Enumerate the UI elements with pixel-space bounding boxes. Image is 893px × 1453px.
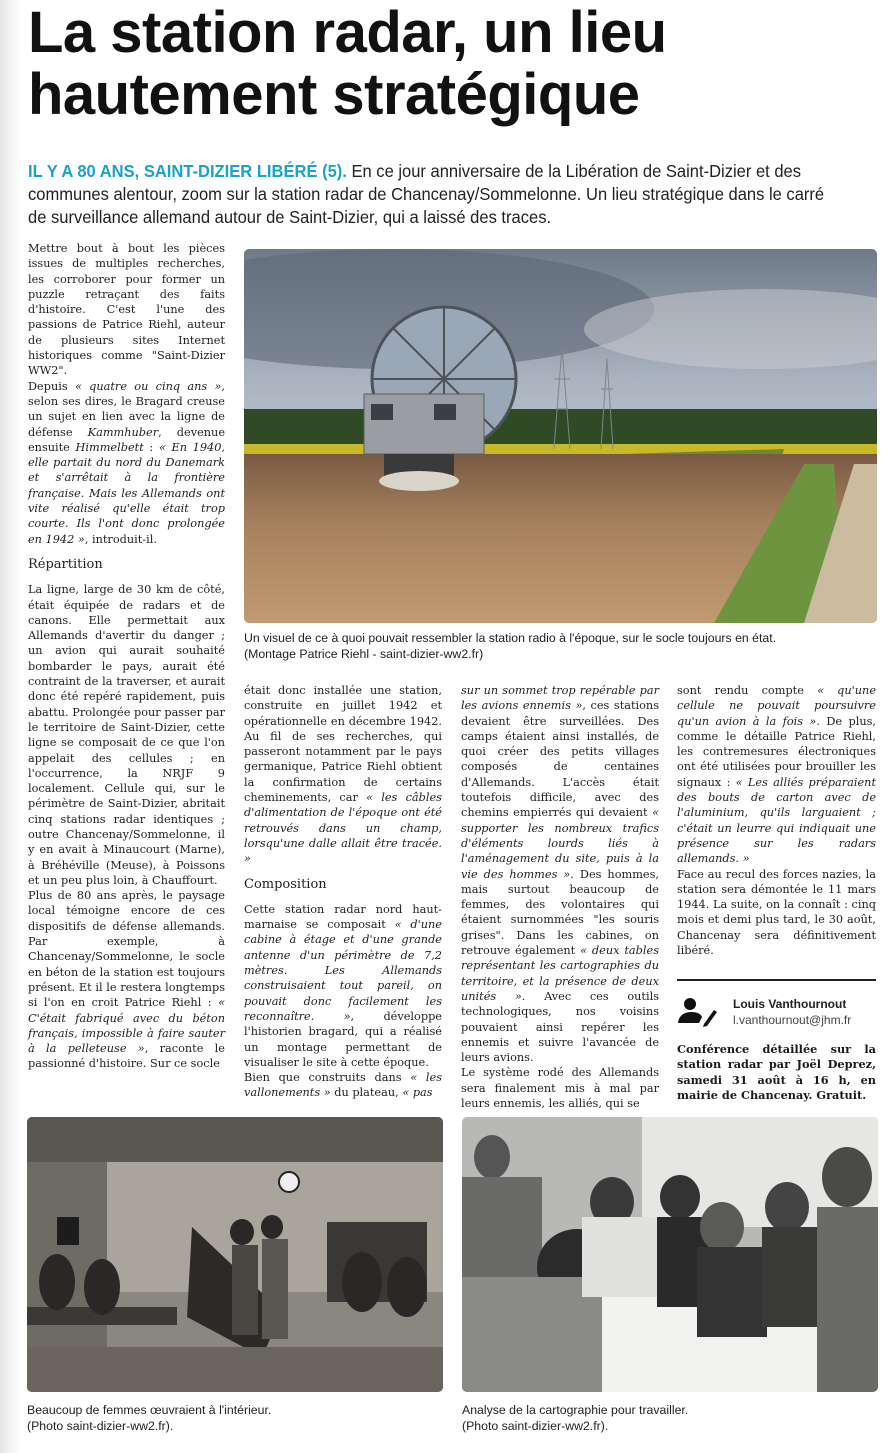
paragraph: Bien que construits dans « les vallonements » du plateau, « pas [244, 1071, 442, 1100]
paragraph: La ligne, large de 30 km de côté, était équipée de radars et de canons. Elle permettait aux Allemands d'avertir du danger ; un avion qui aurait souhaité bombarder le pays, aurait été contraint de la traverser, et aurait donc été repéré rapidement, puis abattu. Prolongée pour passer par le territoire de Saint-Dizier, cette ligne se composait de ce que l'on appelait des cellules ; en l'occurrence, la NRJF 9 localement. Cellule qui, sur le périmètre de Saint-Dizier, abritait cinq stations radar identiques ; outre Chancenay/Sommelonne, il y en avait à Minaucourt (Marne), à Bréhéville (Meuse), à Poissons et un peu plus loin, à Chauffourt. [28, 583, 225, 887]
paragraph: était donc installée une station, construite en juillet 1942 et opérationnelle en décembre 1942. Au fil de ses recherches, qui passeront notamment par le pays germanique, Patrice Riehl obtient la confirmation de certains cheminements, car « les câbles d'alimentation de l'époque ont été retrouvés dans un champ, lorsqu'une dalle allait être tracée. » [244, 684, 442, 866]
event-notice: Conférence détaillée sur la station radar par Joël Deprez, samedi 31 août à 16 h, en mairie de Chancenay. Gratuit. [677, 1042, 876, 1102]
column-2 [244, 683, 442, 1101]
photo-women-caption: Beaucoup de femmes œuvraient à l'intérieur. (Photo saint-dizier-ww2.fr). [27, 1403, 272, 1433]
paragraph: sont rendu compte « qu'une cellule ne pouvait poursuivre qu'un avion à la fois ». De plus, comme le détaille Patrice Riehl, les contremesures électroniques ont été utilisées pour brouiller les signaux : « Les alliés préparaient des bouts de carton avec de l'aluminium, qu'ils larguaient ; c'était un leurre qui indiquait une présence sur les radars allemands. » [677, 684, 877, 866]
map-analysis-photo-icon [462, 1117, 878, 1392]
photo-map-analysis [462, 1117, 878, 1392]
paragraph: Mettre bout à bout les pièces issues de multiples recherches, les corroborer pour former un puzzle retraçant des faits d'histoire. C'est l'une des passions de Patrice Riehl, auteur de plusieurs sites Internet historiques comme "Saint-Dizier WW2". [28, 242, 225, 378]
main-photo-caption: Un visuel de ce à quoi pouvait ressembler la station radio à l'époque, sur le socle toujours en état. (Montage Patrice Riehl - saint-dizier-ww2.fr) [244, 631, 777, 661]
subheading-repartition: Répartition [28, 556, 103, 572]
paragraph: Plus de 80 ans après, le paysage local témoigne encore de ces dispositifs de défense allemands. Par exemple, à Chancenay/Sommelonne, le socle en béton de la station est toujours présent. Et il le restera longtemps si l'on en croit Patrice Riehl : « C'était fabriqué avec du béton français, impossible à faire sauter à la pelleteuse », raconte le passionné d'histoire. Sur ce socle [28, 889, 225, 1071]
photo-map-caption: Analyse de la cartographie pour travailler. (Photo saint-dizier-ww2.fr). [462, 1403, 689, 1433]
author-email[interactable]: l.vanthournout@jhm.fr [733, 1013, 852, 1027]
subheading-composition: Composition [244, 876, 327, 892]
chapo [28, 160, 827, 229]
photo-women-operators [27, 1117, 443, 1392]
paragraph: Cette station radar nord haut-marnaise se composait « d'une cabine à étage et d'une grande antenne d'un périmètre de 7,2 mètres. Les Allemands construisaient tout pareil, on pouvait donc facilement les reconnaître. », développe l'historien bragard, qui a réalisé un montage permettant de visualiser le site à cette époque. [244, 902, 442, 1069]
paragraph: sur un sommet trop repérable par les avions ennemis », ces stations devaient être surveillées. Des camps étaient ainsi installés, de quoi créer des petits villages composés de centaines d'Allemands. L'accès était toutefois difficile, avec des chemins empierrés qui devaient « supporter les nombreux trafics d'éléments lourds liés à l'aménagement du site, puis à la vie des hommes ». Des hommes, mais surtout beaucoup de femmes, des volontaires qui étaient surnommées "les souris grises". Dans les cabines, on retrouve également « deux tables représentant les cartographies du territoire, et la présence de deux unités ». Avec ces outils technologiques, nos voisins pouvaient ainsi repérer les ennemis et suivre l'avancée de leurs avions. [461, 684, 659, 1065]
author-divider [677, 979, 876, 981]
kicker: IL Y A 80 ANS, SAINT-DIZIER LIBÉRÉ (5). [28, 161, 347, 181]
author-pen-icon [677, 997, 719, 1029]
column-1 [28, 241, 225, 1072]
author-name: Louis Vanthournout [733, 997, 847, 1011]
radar-station-photo-icon [244, 249, 877, 623]
women-operators-photo-icon [27, 1117, 443, 1392]
paragraph: Face au recul des forces nazies, la station sera démontée le 11 mars 1944. La suite, on la connaît : cinq mois et demi plus tard, le 30 août, Chancenay sera définitivement libéré. [677, 867, 876, 958]
main-photo-radar-station [244, 249, 877, 623]
column-4 [677, 683, 876, 958]
chapo-text: En ce jour anniversaire de la Libération de Saint-Dizier et des communes alentour, zoom sur la station radar de Chancenay/Sommelonne. Un lieu stratégique dans le carré de surveillance allemand autour de Saint-Dizier, qui a laissé des traces. [28, 161, 825, 227]
paragraph: Depuis « quatre ou cinq ans », selon ses dires, le Bragard creuse un sujet en lien avec la ligne de défense Kammhuber, devenue ensuite Himmelbett : « En 1940, elle partait du nord du Danemark et s'arrêtait à la frontière française. Mais les Allemands ont vite réalisé qu'elle était trop courte. Ils l'ont donc prolongée en 1942 », introduit-il. [28, 379, 226, 546]
author-block [677, 995, 876, 1031]
column-3 [461, 683, 659, 1111]
paragraph: Le système rodé des Allemands sera finalement mis à mal par leurs ennemis, les alliés, qui se [461, 1066, 659, 1111]
headline: La station radar, un lieu hautement stratégique [28, 0, 667, 127]
